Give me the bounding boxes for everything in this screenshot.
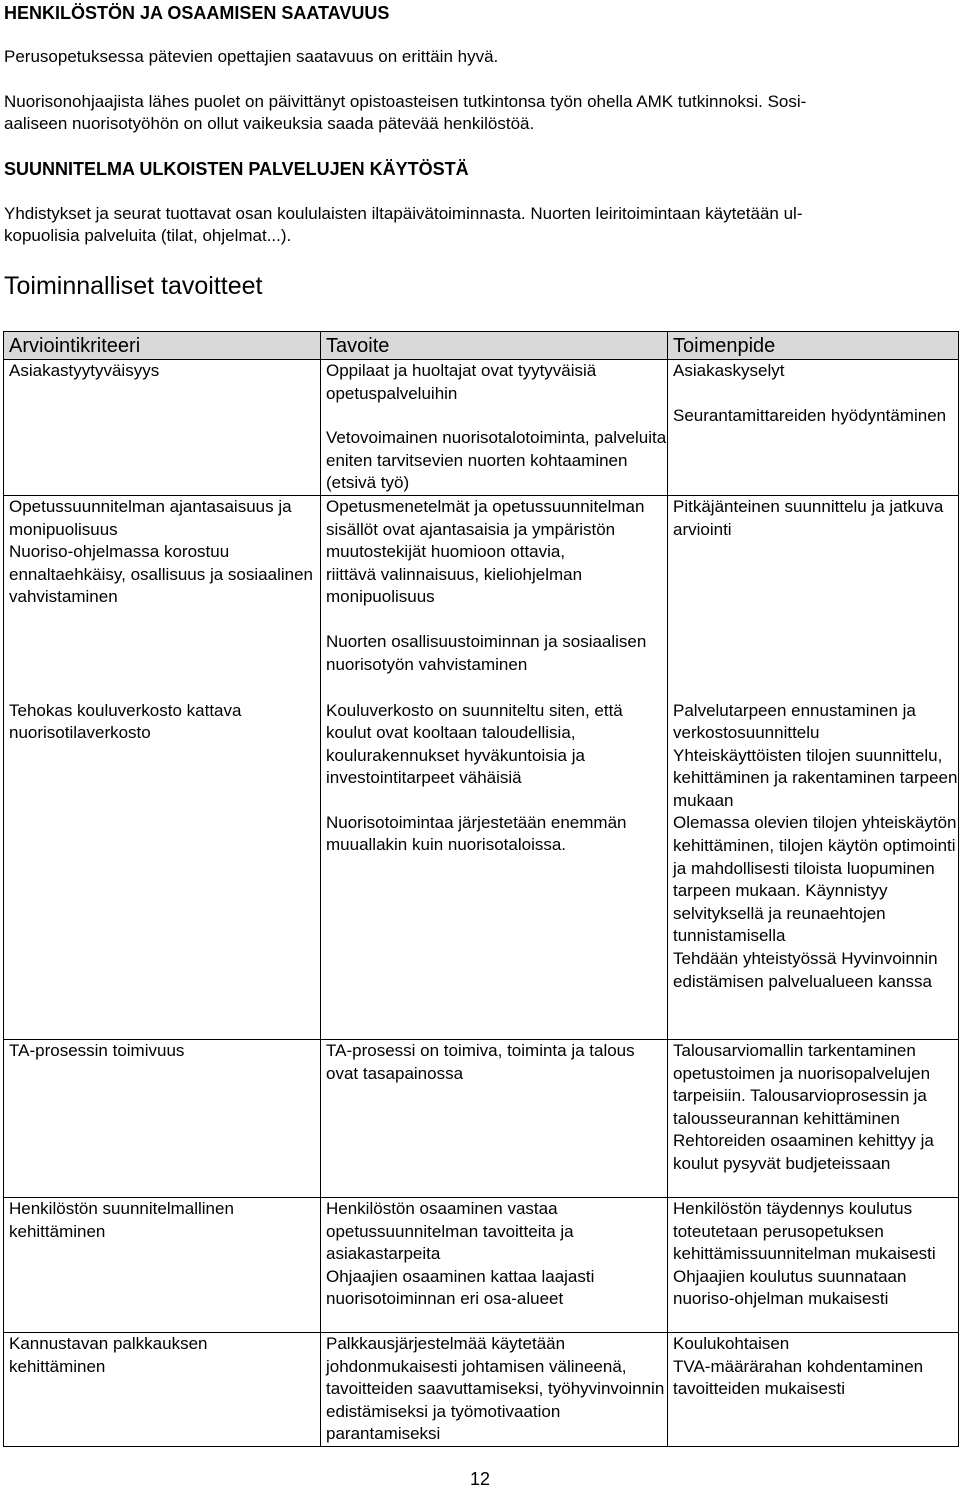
cell-goal [321,1198,668,1333]
cell-text: Pitkäjänteinen suunnittelu ja jatkuva arviointi [673,497,944,539]
cell-text: Nuoriso-ohjelmassa korostuu ennaltaehkäisy, osallisuus ja sosiaalinen vahvistaminen [9,542,313,607]
cell-text: Ohjaajien koulutus suunnataan nuoriso-ohjelman mukaisesti [673,1266,907,1309]
cell-text: Asiakaskyselyt [673,361,785,380]
cell-text: Rehtoreiden osaaminen kehittyy ja koulut pysyvät budjeteissaan [673,1131,934,1173]
cell-criterion [4,360,321,496]
cell-action [668,700,959,1040]
cell-goal [321,496,668,700]
table-row [4,1198,959,1333]
section-heading-staff: HENKILÖSTÖN JA OSAAMISEN SAATAVUUS [4,3,390,23]
paragraph-line: Yhdistykset ja seurat tuottavat osan koululaisten iltapäivätoiminnasta. Nuorten leiritoimintaan käytetään ul- [4,204,803,223]
paragraph-line: Nuorisonohjaajista lähes puolet on päivittänyt opistoasteisen tutkintonsa työn ohella AMK tutkinnoksi. Sosi- [4,92,807,111]
cell-action [668,1333,959,1447]
cell-text: TVA-määrärahan kohdentaminen tavoitteiden mukaisesti [673,1356,924,1399]
cell-text: Olemassa olevien tilojen yhteiskäytön kehittäminen, tilojen käytön optimointi ja mahdollisesti tiloista luopuminen tarpeen mukaan. Käynnistyy selvityksellä ja reunaehtojen tunnistamisella [673,813,957,946]
table-row [4,360,959,496]
table-row [4,1333,959,1447]
cell-text: Seurantamittareiden hyödyntäminen [673,405,947,425]
cell-action [668,1040,959,1198]
cell-text: Palkkausjärjestelmää käytetään johdonmukaisesti johtamisen välineenä, tavoitteiden saavuttamiseksi, työhyvinvoinnin edistämiseksi ja työmotivaation parantamiseksi [326,1334,665,1444]
paragraph-external-services [4,203,952,247]
cell-text: Nuorten osallisuustoiminnan ja sosiaalisen nuorisotyön vahvistaminen [326,631,647,674]
cell-action [668,360,959,496]
cell-criterion [4,700,321,1040]
cell-goal [321,1040,668,1198]
cell-text: TA-prosessin toimivuus [9,1041,185,1060]
cell-goal [321,360,668,496]
paragraph-line: kopuolisia palveluita (tilat, ohjelmat...). [4,226,292,245]
table-row [4,700,959,1040]
column-header-goal: Tavoite [321,332,668,360]
cell-text: Tehdään yhteistyössä Hyvinvoinnin edistämisen palvelualueen kanssa [673,949,938,991]
cell-action [668,496,959,700]
goals-table [3,331,959,1447]
table-row [4,496,959,700]
cell-text: Opetussuunnitelman ajantasaisuus ja monipuolisuus [9,497,292,539]
cell-text: Koulukohtaisen [673,1334,790,1353]
section-heading-external-services: SUUNNITELMA ULKOISTEN PALVELUJEN KÄYTÖSTÄ [4,159,469,179]
cell-text: Opetusmenetelmät ja opetussuunnitelman sisällöt ovat ajantasaisia ja ympäristön muutostekijät huomioon ottavia, [326,497,645,562]
cell-criterion [4,1040,321,1198]
cell-text: Henkilöstön osaaminen vastaa opetussuunnitelman tavoitteita ja asiakastarpeita [326,1199,574,1264]
cell-text: Oppilaat ja huoltajat ovat tyytyväisiä opetuspalveluihin [326,361,597,403]
table-row [4,1040,959,1198]
paragraph-teachers: Perusopetuksessa pätevien opettajien saatavuus on erittäin hyvä. [4,47,499,66]
cell-text: Asiakastyytyväisyys [9,361,160,380]
table-header-row [4,332,959,360]
cell-text: Yhteiskäyttöisten tilojen suunnittelu, kehittäminen ja rakentaminen tarpeen mukaan [673,745,958,810]
cell-text: Ohjaajien osaaminen kattaa laajasti nuorisotoiminnan eri osa-alueet [326,1266,595,1309]
paragraph-line: aaliseen nuorisotyöhön on ollut vaikeuksia saada pätevää henkilöstöä. [4,114,535,133]
cell-text: Henkilöstön suunnitelmallinen kehittäminen [9,1199,234,1241]
column-header-action: Toimenpide [668,332,959,360]
cell-text: TA-prosessi on toimiva, toiminta ja talous ovat tasapainossa [326,1041,635,1083]
cell-criterion [4,1198,321,1333]
page-number: 12 [469,1469,491,1489]
cell-text: Tehokas kouluverkosto kattava nuorisotilaverkosto [9,700,242,743]
column-header-criterion: Arviointikriteeri [4,332,321,360]
cell-goal [321,700,668,1040]
cell-text: Palvelutarpeen ennustaminen ja verkostosuunnittelu [673,700,916,743]
cell-criterion [4,1333,321,1447]
cell-goal [321,1333,668,1447]
cell-action [668,1198,959,1333]
cell-text: Henkilöstön täydennys koulutus toteutetaan perusopetuksen kehittämissuunnitelman mukaisesti [673,1199,936,1264]
cell-text: Talousarviomallin tarkentaminen opetustoimen ja nuorisopalvelujen tarpeisiin. Talousarvioprosessin ja talousseurannan kehittäminen [673,1041,931,1128]
cell-text: Nuorisotoimintaa järjestetään enemmän muuallakin kuin nuorisotaloissa. [326,812,627,855]
cell-text: Vetovoimainen nuorisotalotoiminta, palveluita eniten tarvitsevien nuorten kohtaaminen (etsivä työ) [326,428,667,493]
section-heading-goals: Toiminnalliset tavoitteet [4,272,263,300]
paragraph-youth-workers [4,91,952,135]
cell-text: riittävä valinnaisuus, kieliohjelman monipuolisuus [326,564,583,607]
cell-text: Kouluverkosto on suunniteltu siten, että koulut ovat kooltaan taloudellisia, koulurakennukset hyväkuntoisia ja investointitarpeet vähäisiä [326,700,623,788]
cell-criterion [4,496,321,700]
cell-text: Kannustavan palkkauksen kehittäminen [9,1334,208,1376]
